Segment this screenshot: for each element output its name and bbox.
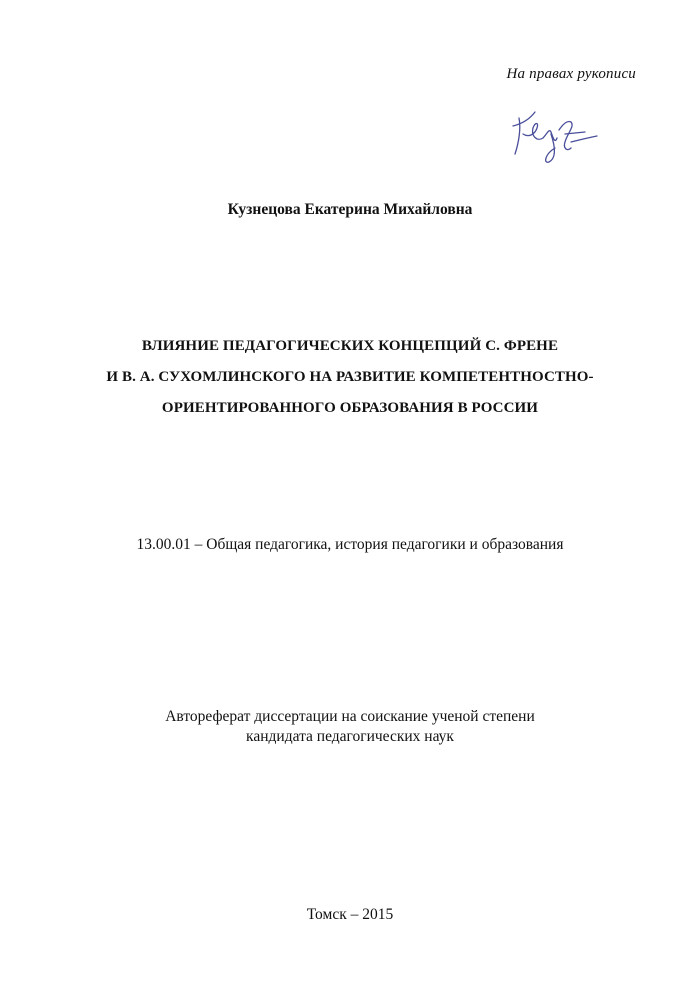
city-year: Томск – 2015 xyxy=(306,906,394,923)
title-line: И В. А. СУХОМЛИНСКОГО НА РАЗВИТИЕ КОМПЕТЕНТНОСТНО- xyxy=(106,369,594,385)
degree-statement xyxy=(0,707,700,747)
specialty-code: 13.00.01 – Общая педагогика, история педагогики и образования xyxy=(136,536,564,553)
title-line: ОРИЕНТИРОВАННОГО ОБРАЗОВАНИЯ В РОССИИ xyxy=(161,400,539,416)
title-line: ВЛИЯНИЕ ПЕДАГОГИЧЕСКИХ КОНЦЕПЦИЙ С. ФРЕНЕ xyxy=(141,338,559,354)
signature-icon xyxy=(505,104,605,168)
dissertation-title xyxy=(0,331,700,424)
degree-line: Автореферат диссертации на соискание ученой степени xyxy=(165,708,535,725)
degree-line: кандидата педагогических наук xyxy=(246,728,454,745)
rights-note: На правах рукописи xyxy=(506,66,636,82)
author-name: Кузнецова Екатерина Михайловна xyxy=(227,201,473,218)
